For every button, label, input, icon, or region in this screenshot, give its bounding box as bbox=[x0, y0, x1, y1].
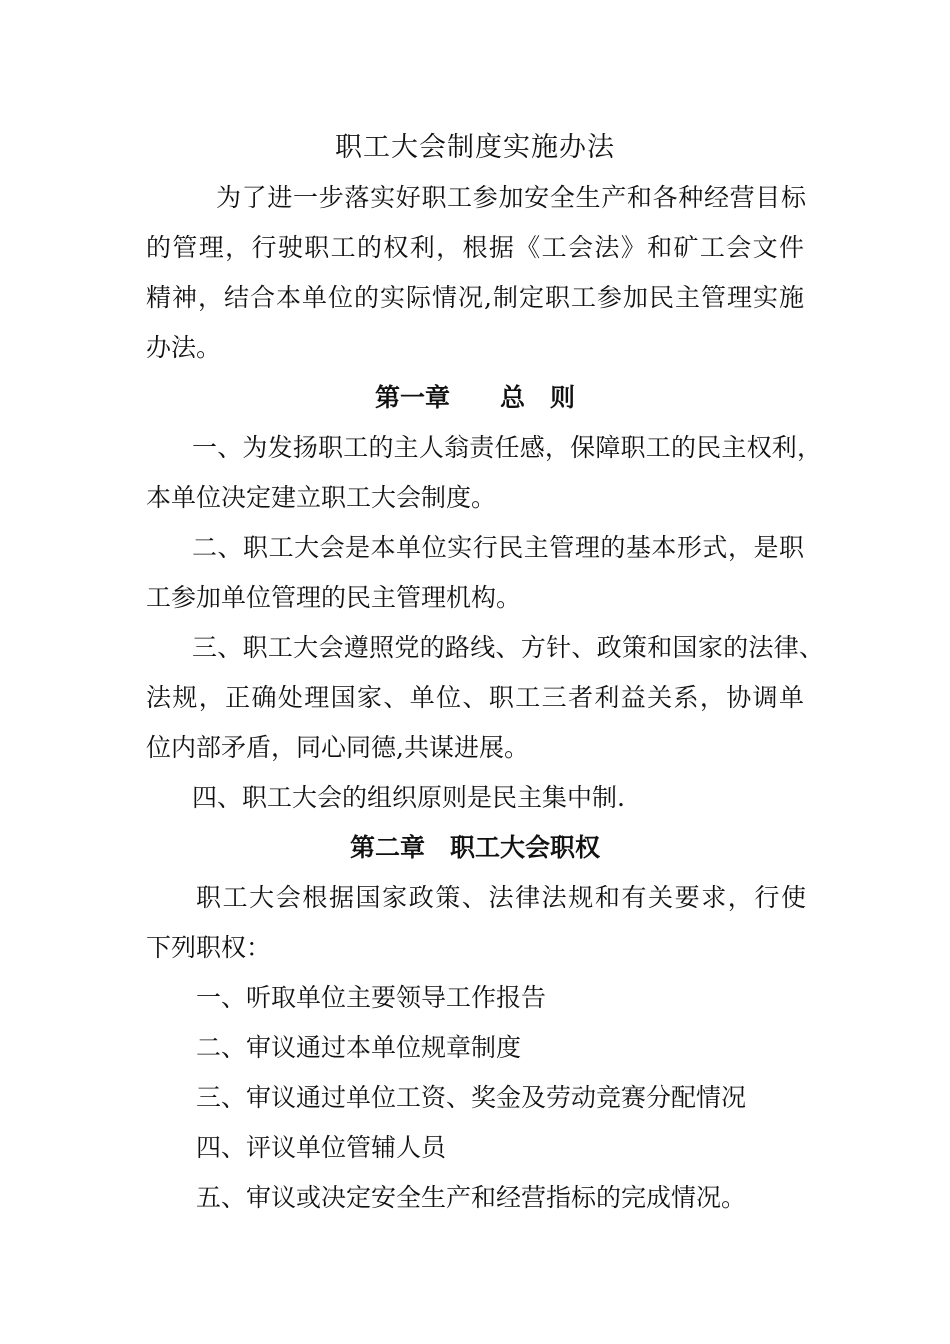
document-title: 职工大会制度实施办法 bbox=[335, 132, 615, 163]
intro-line-1: 为了进一步落实好职工参加安全生产和各种经营目标 bbox=[216, 183, 806, 212]
intro-line-2: 的管理，行驶职工的权利，根据《工会法》和矿工会文件 bbox=[146, 233, 804, 262]
intro-line-3: 精神，结合本单位的实际情况,制定职工参加民主管理实施 bbox=[146, 283, 804, 312]
chapter-1-line-6: 法规，正确处理国家、单位、职工三者利益关系，协调单 bbox=[146, 683, 804, 712]
chapter-1-line-7: 位内部矛盾，同心同德,共谋进展。 bbox=[146, 733, 529, 762]
intro-line-4: 办法。 bbox=[146, 333, 222, 362]
chapter-2-line-1: 职工大会根据国家政策、法律法规和有关要求，行使 bbox=[196, 883, 806, 912]
chapter-2-line-2: 下列职权： bbox=[146, 933, 272, 962]
chapter-2-item-4: 四、评议单位管辅人员 bbox=[196, 1133, 447, 1162]
chapter-1-line-4: 工参加单位管理的民主管理机构。 bbox=[146, 583, 522, 612]
chapter-2-item-5: 五、审议或决定安全生产和经营指标的完成情况。 bbox=[196, 1183, 747, 1212]
chapter-1-heading: 第一章 总 则 bbox=[374, 383, 575, 412]
chapter-1-line-1: 一、为发扬职工的主人翁责任感，保障职工的民主权利， bbox=[192, 433, 822, 462]
chapter-2-item-1: 一、听取单位主要领导工作报告 bbox=[196, 983, 547, 1012]
chapter-2-heading: 第二章 职工大会职权 bbox=[349, 833, 600, 862]
chapter-1-line-8: 四、职工大会的组织原则是民主集中制. bbox=[192, 783, 625, 812]
chapter-1-line-5: 三、职工大会遵照党的路线、方针、政策和国家的法律、 bbox=[192, 633, 824, 662]
chapter-1-line-3: 二、职工大会是本单位实行民主管理的基本形式，是职 bbox=[192, 533, 804, 562]
chapter-2-item-3: 三、审议通过单位工资、奖金及劳动竞赛分配情况 bbox=[196, 1083, 747, 1112]
chapter-2-item-2: 二、审议通过本单位规章制度 bbox=[196, 1033, 522, 1062]
chapter-1-line-2: 本单位决定建立职工大会制度。 bbox=[146, 483, 497, 512]
